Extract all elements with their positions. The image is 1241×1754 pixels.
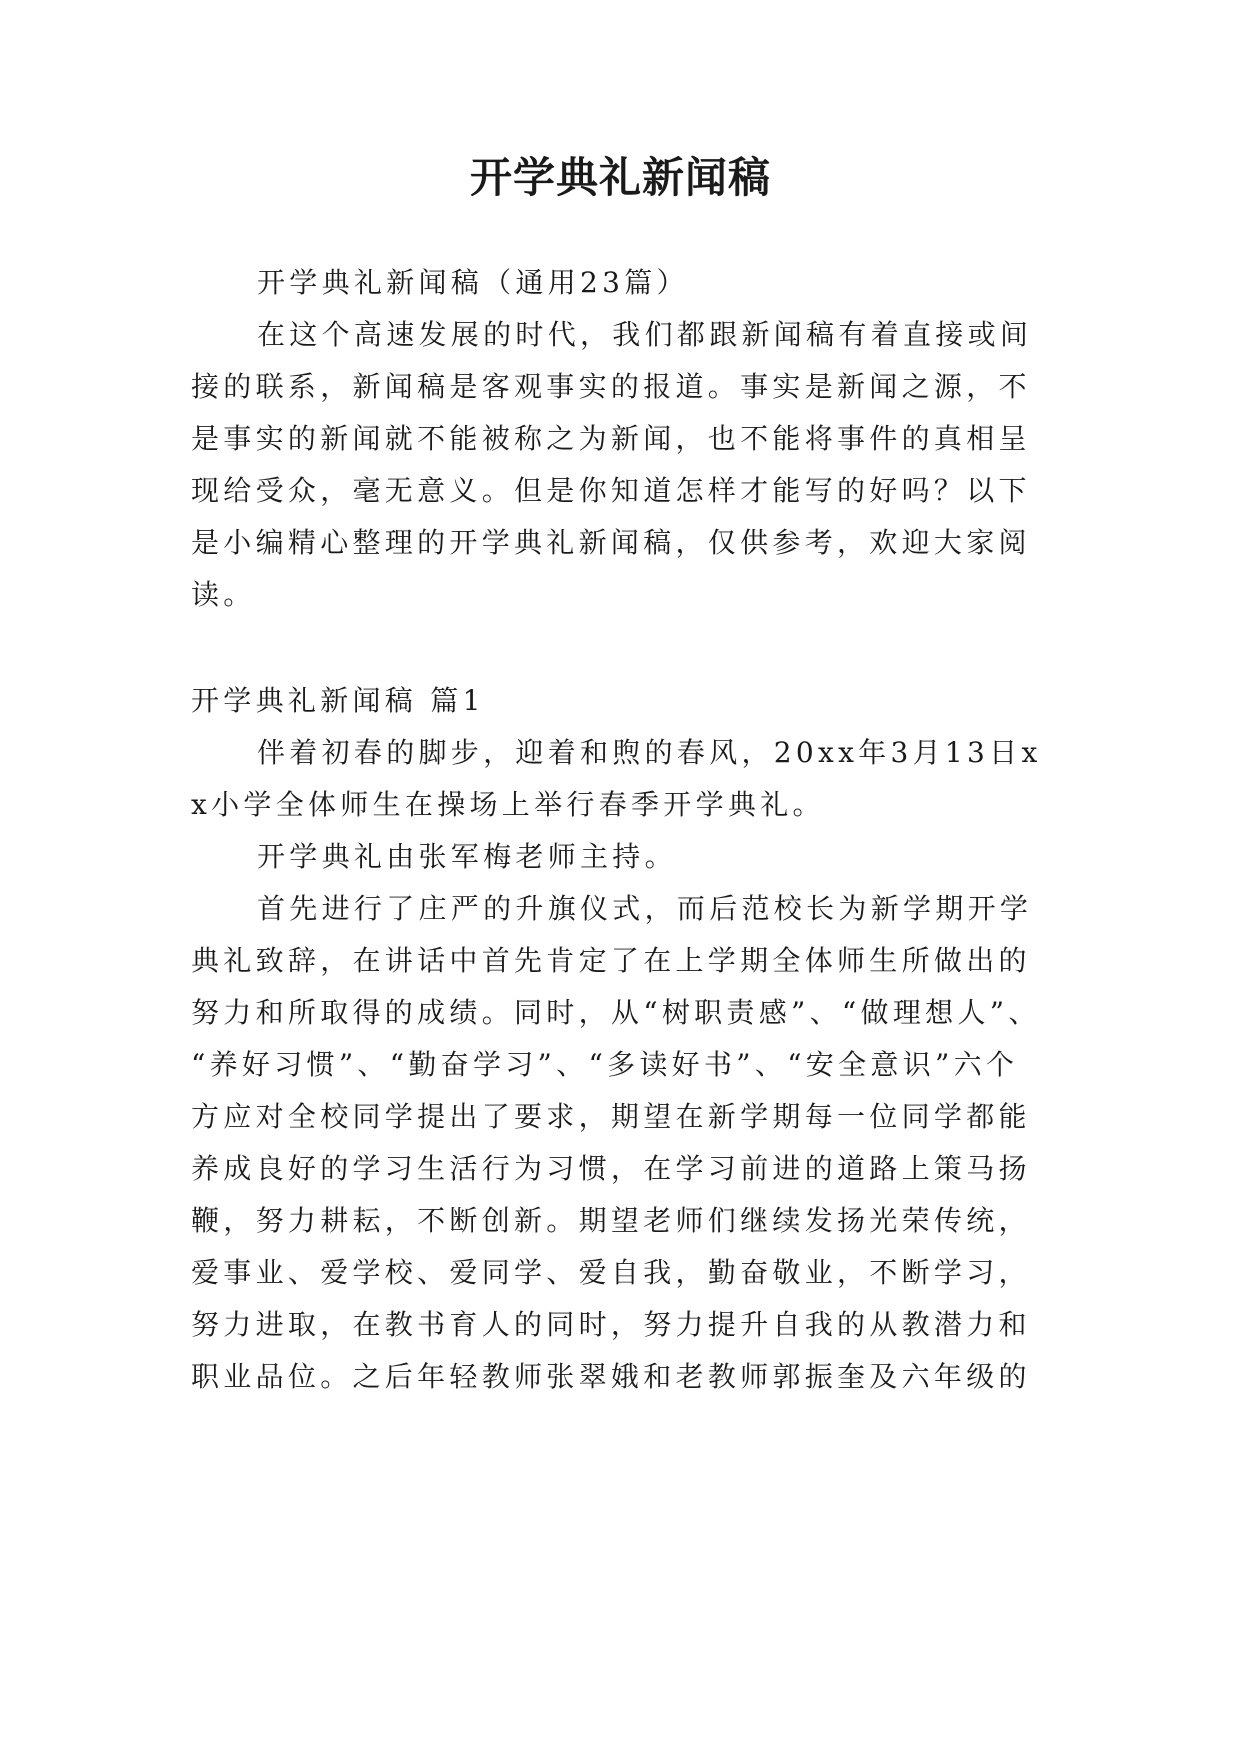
body-line: 首先进行了庄严的升旗仪式，而后范校长为新学期开学 bbox=[257, 892, 1033, 925]
body-line: 鞭，努力耕耘，不断创新。期望老师们继续发扬光荣传统， bbox=[191, 1204, 1031, 1237]
body-line: 职业品位。之后年轻教师张翠娥和老教师郭振奎及六年级的 bbox=[191, 1360, 1031, 1393]
intro-line: 现给受众，毫无意义。但是你知道怎样才能写的好吗？以下 bbox=[191, 474, 1031, 507]
body-line: 开学典礼由张军梅老师主持。 bbox=[257, 840, 677, 873]
body-line: 方应对全校同学提出了要求，期望在新学期每一位同学都能 bbox=[191, 1100, 1031, 1133]
body-line: 养成良好的学习生活行为习惯，在学习前进的道路上策马扬 bbox=[191, 1152, 1031, 1185]
body-line: 努力和所取得的成绩。同时，从“树职责感”、“做理想人”、 bbox=[191, 996, 1041, 1029]
intro-line: 读。 bbox=[191, 578, 256, 611]
document-title: 开学典礼新闻稿 bbox=[469, 153, 771, 202]
intro-line: 是小编精心整理的开学典礼新闻稿，仅供参考，欢迎大家阅 bbox=[191, 526, 1031, 559]
body-line: 努力进取，在教书育人的同时，努力提升自我的从教潜力和 bbox=[191, 1308, 1031, 1341]
body-line: “养好习惯”、“勤奋学习”、“多读好书”、“安全意识”六个 bbox=[191, 1048, 1019, 1081]
intro-line: 接的联系，新闻稿是客观事实的报道。事实是新闻之源，不 bbox=[191, 370, 1031, 403]
body-line: 伴着初春的脚步，迎着和煦的春风，20xx年3月13日x bbox=[257, 736, 1042, 769]
intro-line: 在这个高速发展的时代，我们都跟新闻稿有着直接或间 bbox=[257, 318, 1033, 351]
section-heading: 开学典礼新闻稿 篇1 bbox=[191, 684, 485, 717]
intro-line: 是事实的新闻就不能被称之为新闻，也不能将事件的真相呈 bbox=[191, 422, 1031, 455]
subtitle-line: 开学典礼新闻稿（通用23篇） bbox=[257, 266, 689, 299]
body-line: 爱事业、爱学校、爱同学、爱自我，勤奋敬业，不断学习， bbox=[191, 1256, 1031, 1289]
body-line: 典礼致辞，在讲话中首先肯定了在上学期全体师生所做出的 bbox=[191, 944, 1031, 977]
body-line: x小学全体师生在操场上举行春季开学典礼。 bbox=[191, 788, 825, 821]
